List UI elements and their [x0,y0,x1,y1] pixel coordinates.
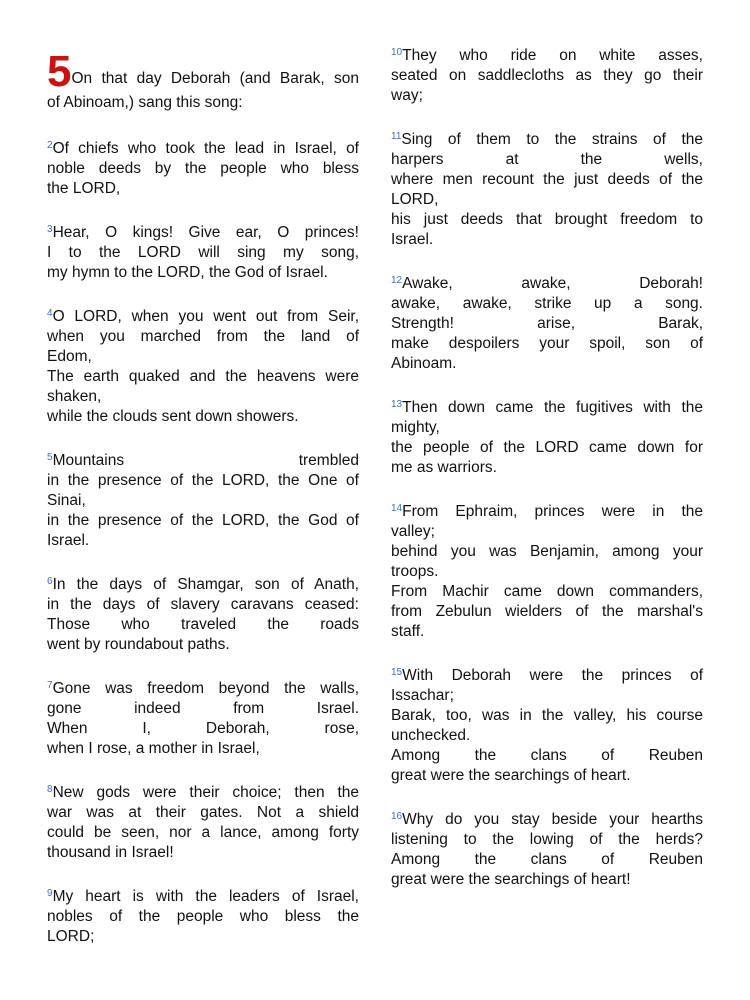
verse-11: $^{11}$Sing of them to the strains of the harpers at the wells, where men recount the just deeds of the LORD, his just deeds that brought freedom to Israel. [391,131,703,248]
verse-13: $^{13}$Then down came the fugitives with the mighty, the people of the LORD came down for me as warriors. [391,399,703,476]
chapter-intro [47,47,359,114]
verse-12: $^{12}$Awake, awake, Deborah! awake, awake, strike up a song. Strength! arise, Barak, make despoilers your spoil, son of Abinoam. [391,275,703,372]
verse-16: $^{16}$Why do you stay beside your hearths listening to the lowing of the herds? Among the clans of Reuben great were the searchings of heart! [391,811,703,888]
verse-number: 16 [391,811,403,822]
intro-line-1: 5On that day Deborah (and Barak, son [47,47,359,96]
verse-number: 15 [391,667,403,678]
verse-number: 13 [391,399,403,410]
verse-number: 10 [391,47,403,58]
verse-15: $^{15}$With Deborah were the princes of Issachar; Barak, too, was in the valley, his course unchecked. Among the clans of Reuben great were the searchings of heart. [391,667,703,784]
verse-number: 4 [47,308,53,319]
verse-4: $^4$O LORD, when you went out from Seir, when you marched from the land of Edom, The earth quaked and the heavens were shaken, while the clouds sent down showers. [47,308,359,425]
verse-2: $^2$Of chiefs who took the lead in Israel, of noble deeds by the people who bless the LORD, [47,140,359,197]
verse-number: 12 [391,275,403,286]
verse-number: 9 [47,888,53,899]
verse-7: $^7$Gone was freedom beyond the walls, gone indeed from Israel. When I, Deborah, rose, when I rose, a mother in Israel, [47,680,359,757]
verse-14: $^{14}$From Ephraim, princes were in the valley; behind you was Benjamin, among your troops. From Machir came down commanders, from Zebulun wielders of the marshal's staff. [391,503,703,640]
verse-9: $^9$My heart is with the leaders of Israel, nobles of the people who bless the LORD; [47,888,359,945]
verse-number: 6 [47,576,53,587]
verse-number: 2 [47,140,53,151]
verse-3: $^3$Hear, O kings! Give ear, O princes! I to the LORD will sing my song, my hymn to the LORD, the God of Israel. [47,224,359,281]
verse-10: $^{10}$They who ride on white asses, seated on saddlecloths as they go their way; [391,47,703,104]
verse-number: 3 [47,224,53,235]
verse-5: $^5$Mountains trembled in the presence of the LORD, the One of Sinai, in the presence of the LORD, the God of Israel. [47,452,359,549]
verse-number: 5 [47,452,53,463]
verse-number: 14 [391,503,403,514]
verse-number: 11 [391,131,402,142]
chapter-number: 5 [47,47,72,96]
verse-8: $^8$New gods were their choice; then the war was at their gates. Not a shield could be seen, nor a lance, among forty thousand in Israel! [47,784,359,861]
verse-6: $^6$In the days of Shamgar, son of Anath, in the days of slavery caravans ceased: Those who traveled the roads went by roundabout paths. [47,576,359,653]
verse-number: 8 [47,784,53,795]
intro-line-2: of Abinoam,) sang this song: [47,94,243,111]
verse-number: 7 [47,680,53,691]
